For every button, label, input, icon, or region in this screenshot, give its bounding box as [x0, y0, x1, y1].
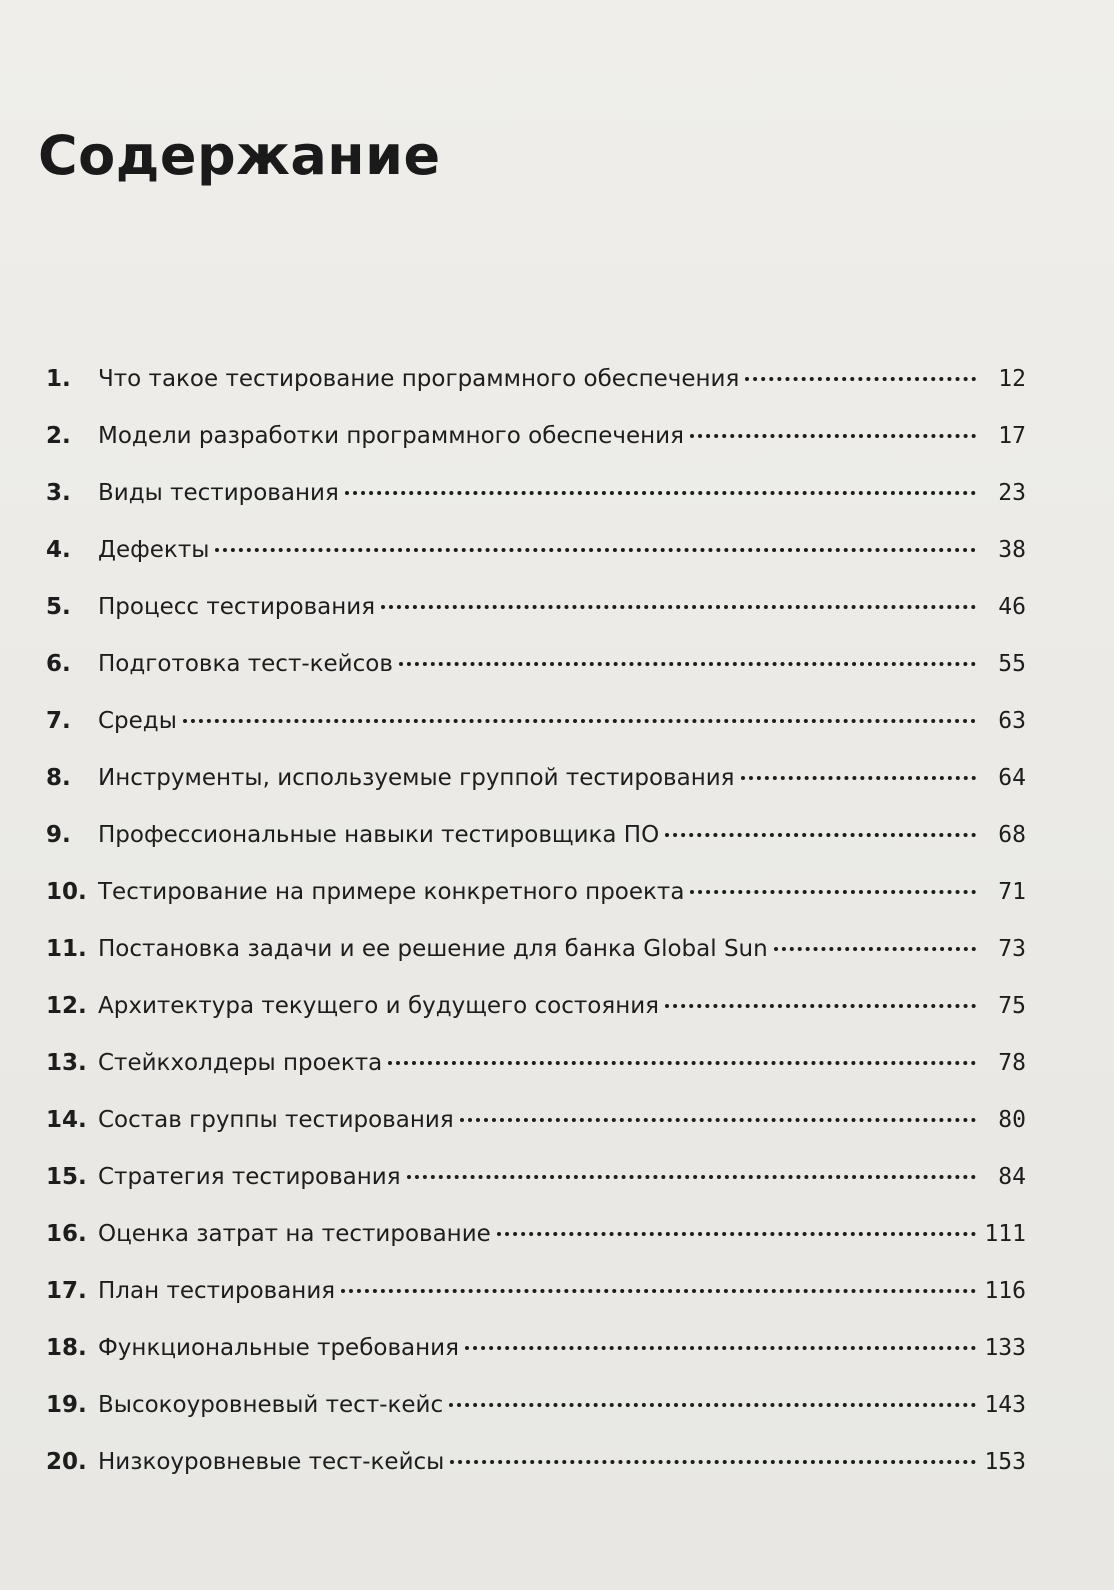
toc-entry-number: 19. [46, 1392, 87, 1418]
toc-entry-number: 3. [46, 480, 71, 506]
dot-leader [741, 776, 976, 780]
toc-entry [46, 480, 1026, 537]
toc-entry-number: 7. [46, 708, 71, 734]
toc-entry [46, 822, 1026, 879]
toc-entry-number: 12. [46, 993, 87, 1019]
toc-entry-page: 17 [998, 423, 1026, 449]
toc-entry-title: Оценка затрат на тестирование [98, 1221, 491, 1247]
toc-entry-title: План тестирования [98, 1278, 336, 1304]
toc-entry [46, 993, 1026, 1050]
dot-leader [690, 434, 976, 438]
toc-entry-number: 9. [46, 822, 71, 848]
toc-entry [46, 1278, 1026, 1335]
dot-leader [399, 662, 976, 666]
toc-entry-page: 55 [998, 651, 1026, 677]
dot-leader [381, 605, 976, 609]
toc-entry-number: 20. [46, 1449, 87, 1475]
toc-entry-title: Стратегия тестирования [98, 1164, 401, 1190]
dot-leader [407, 1175, 976, 1179]
toc-entry-page: 84 [998, 1164, 1026, 1190]
dot-leader [665, 1004, 976, 1008]
toc-entry-title: Архитектура текущего и будущего состояния [98, 993, 660, 1019]
toc-entry-title: Дефекты [98, 537, 210, 563]
toc-entry [46, 594, 1026, 651]
dot-leader [465, 1346, 976, 1350]
toc-entry [46, 879, 1026, 936]
toc-entry [46, 537, 1026, 594]
toc-entry [46, 1107, 1026, 1164]
dot-leader [450, 1460, 976, 1464]
toc-entry-page: 12 [998, 366, 1026, 392]
dot-leader [774, 947, 976, 951]
toc-entry-number: 5. [46, 594, 71, 620]
toc-entry [46, 423, 1026, 480]
toc-entry-page: 133 [984, 1335, 1026, 1361]
toc-entry-page: 73 [998, 936, 1026, 962]
toc-entry-page: 111 [984, 1221, 1026, 1247]
dot-leader [745, 377, 976, 381]
toc-entry-title: Профессиональные навыки тестировщика ПО [98, 822, 660, 848]
dot-leader [460, 1118, 976, 1122]
toc-entry [46, 1449, 1026, 1506]
toc-entry [46, 651, 1026, 708]
toc-entry-number: 2. [46, 423, 71, 449]
toc-entry-page: 78 [998, 1050, 1026, 1076]
toc-entry-page: 63 [998, 708, 1026, 734]
page-title: Содержание [38, 124, 441, 187]
toc-entry-number: 4. [46, 537, 71, 563]
toc-entry-title: Модели разработки программного обеспечения [98, 423, 684, 449]
toc-entry-title: Функциональные требования [98, 1335, 459, 1361]
dot-leader [690, 890, 976, 894]
toc-entry-number: 6. [46, 651, 71, 677]
toc-entry-number: 8. [46, 765, 71, 791]
toc-entry [46, 708, 1026, 765]
dot-leader [183, 719, 976, 723]
toc-entry-title: Среды [98, 708, 177, 734]
toc-entry-title: Низкоуровневые тест-кейсы [98, 1449, 445, 1475]
toc-entry-title: Что такое тестирование программного обеспечения [98, 366, 740, 392]
dot-leader [497, 1232, 976, 1236]
toc-entry-page: 153 [984, 1449, 1026, 1475]
toc-entry-page: 68 [998, 822, 1026, 848]
toc-entry [46, 1164, 1026, 1221]
dot-leader [388, 1061, 976, 1065]
toc-entry-page: 80 [998, 1107, 1026, 1133]
toc-entry-number: 15. [46, 1164, 87, 1190]
toc-entry-page: 143 [984, 1392, 1026, 1418]
toc-entry-number: 16. [46, 1221, 87, 1247]
toc-entry-number: 17. [46, 1278, 87, 1304]
table-of-contents [46, 366, 1026, 1506]
dot-leader [215, 548, 976, 552]
toc-entry [46, 765, 1026, 822]
toc-entry-page: 38 [998, 537, 1026, 563]
toc-entry-title: Подготовка тест-кейсов [98, 651, 393, 677]
toc-entry-number: 10. [46, 879, 87, 905]
toc-entry [46, 1050, 1026, 1107]
toc-entry-title: Процесс тестирования [98, 594, 376, 620]
dot-leader [341, 1289, 976, 1293]
toc-entry-title: Инструменты, используемые группой тестирования [98, 765, 735, 791]
toc-entry-number: 18. [46, 1335, 87, 1361]
toc-entry [46, 936, 1026, 993]
toc-entry-number: 1. [46, 366, 71, 392]
toc-entry [46, 1392, 1026, 1449]
toc-entry-title: Состав группы тестирования [98, 1107, 454, 1133]
toc-entry-title: Постановка задачи и ее решение для банка Global Sun [98, 936, 768, 962]
toc-entry-page: 46 [998, 594, 1026, 620]
toc-entry-title: Виды тестирования [98, 480, 339, 506]
toc-entry-page: 71 [998, 879, 1026, 905]
toc-entry-number: 13. [46, 1050, 87, 1076]
dot-leader [345, 491, 976, 495]
toc-entry-title: Стейкхолдеры проекта [98, 1050, 383, 1076]
toc-entry-title: Тестирование на примере конкретного проекта [98, 879, 685, 905]
dot-leader [449, 1403, 976, 1407]
toc-entry-page: 116 [984, 1278, 1026, 1304]
toc-entry-number: 11. [46, 936, 87, 962]
toc-entry [46, 366, 1026, 423]
toc-entry-page: 75 [998, 993, 1026, 1019]
toc-entry [46, 1335, 1026, 1392]
toc-entry-page: 23 [998, 480, 1026, 506]
toc-entry-number: 14. [46, 1107, 87, 1133]
toc-entry [46, 1221, 1026, 1278]
toc-entry-title: Высокоуровневый тест-кейс [98, 1392, 444, 1418]
toc-entry-page: 64 [998, 765, 1026, 791]
dot-leader [665, 833, 976, 837]
